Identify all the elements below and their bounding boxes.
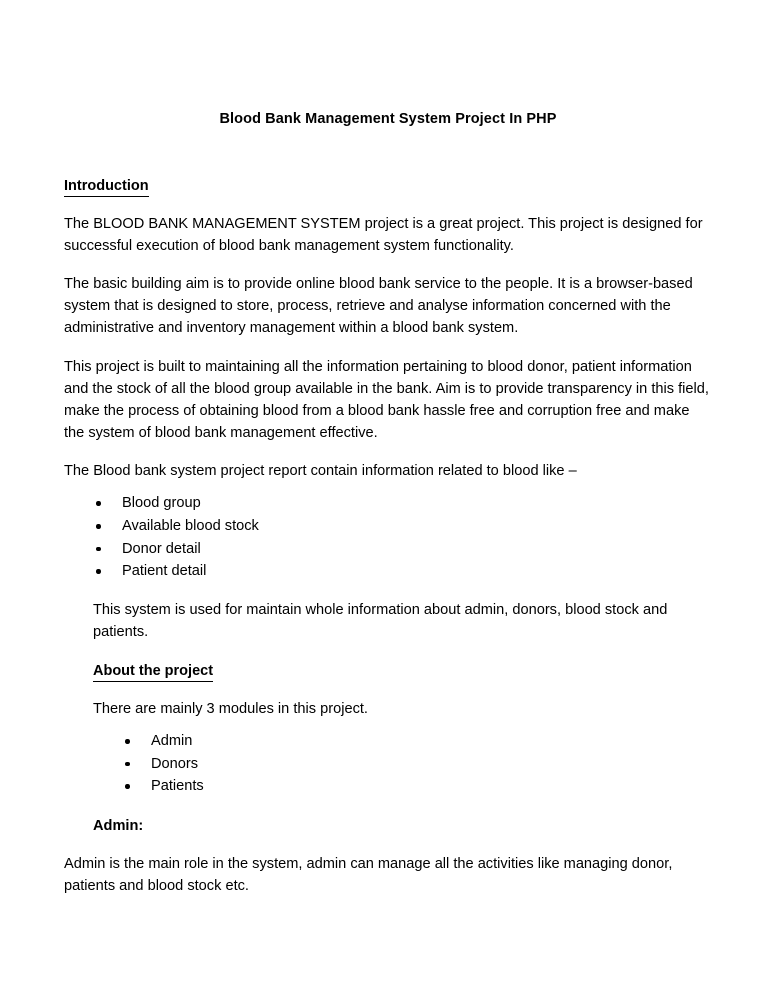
modules-list [122, 720, 712, 798]
list-item: Donors [122, 753, 712, 776]
list-item: Patient detail [93, 560, 712, 583]
list-item: Donor detail [93, 538, 712, 561]
subsection-heading-admin: Admin: [93, 818, 144, 835]
page-title: Blood Bank Management System Project In PHP [219, 111, 557, 127]
list-item: Admin [122, 730, 712, 753]
about-intro-paragraph: There are mainly 3 modules in this project. [93, 701, 368, 718]
admin-description-paragraph: Admin is the main role in the system, admin can manage all the activities like managing donor, patients and blood stock etc. [64, 856, 673, 895]
introduction-paragraph-2: The basic building aim is to provide online blood bank service to the people. It is a browser-based system that is designed to store, process, retrieve and analyse information concerned with the administrative and inventory management within a blood bank system. [64, 276, 693, 337]
list-item: Blood group [93, 492, 712, 515]
about-heading-wrap [64, 643, 712, 682]
blood-info-list [93, 482, 712, 582]
introduction-paragraph-1: The BLOOD BANK MANAGEMENT SYSTEM project is a great project. This project is designed for successful execution of blood bank management system functionality. [64, 215, 703, 254]
section-heading-introduction: Introduction [64, 177, 149, 197]
introduction-paragraph-4: The Blood bank system project report contain information related to blood like – [64, 463, 577, 480]
section-heading-about-the-project: About the project [93, 662, 213, 682]
list-item: Available blood stock [93, 515, 712, 538]
introduction-closing-paragraph: This system is used for maintain whole information about admin, donors, blood stock and patients. [93, 601, 668, 641]
list-item: Patients [122, 775, 712, 798]
introduction-paragraph-3: This project is built to maintaining all the information pertaining to blood donor, patient information and the stock of all the blood group available in the bank. Aim is to provide transparency in this field, make the process of obtaining blood from a blood bank hassle free and corruption free and make the system of blood bank management effective. [64, 358, 709, 442]
introduction-heading-wrap [64, 129, 712, 197]
